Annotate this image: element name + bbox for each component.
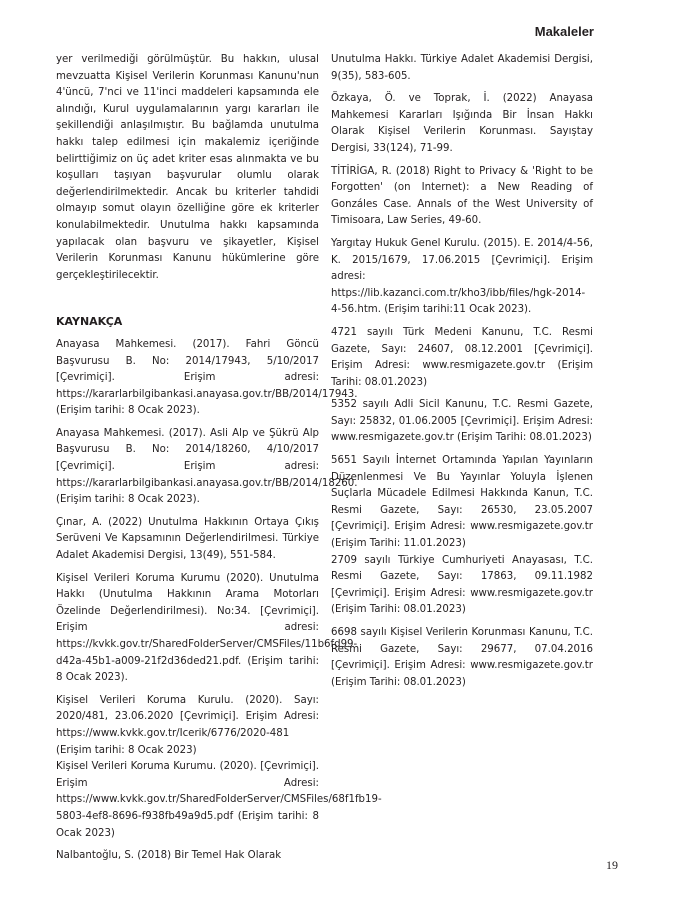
right-column <box>331 52 593 697</box>
reference-item: Çınar, A. (2022) Unutulma Hakkının Ortaya Çıkış Serüveni Ve Kapsamının Değerlendirilmesi. Türkiye Adalet Akademisi Dergisi, 13(49), 551-584. <box>56 516 319 562</box>
left-column <box>56 52 382 871</box>
reference-item: 5352 sayılı Adli Sicil Kanunu, T.C. Resmi Gazete, Sayı: 25832, 01.06.2005 [Çevrimiçi]. Erişim Adresi: www.resmigazete.gov.tr (Erişim Tarihi: 08.01.2023) <box>331 399 593 444</box>
references-heading: KAYNAKÇA <box>56 315 123 329</box>
reference-item: 4721 sayılı Türk Medeni Kanunu, T.C. Resmi Gazete, Sayı: 24607, 08.12.2001 [Çevrimiçi]. Erişim Adresi: www.resmigazete.gov.tr (Erişim Tarihi: 08.01.2023) <box>331 326 593 388</box>
section-header: Makaleler <box>534 24 594 39</box>
reference-item: Unutulma Hakkı. Türkiye Adalet Akademisi Dergisi, 9(35), 583-605. <box>331 54 593 82</box>
reference-item: 6698 sayılı Kişisel Verilerin Korunması Kanunu, T.C. Resmi Gazete, Sayı: 29677, 07.04.2016 [Çevrimiçi]. Erişim Adresi: www.resmigazete.gov.tr (Erişim Tarihi: 08.01.2023) <box>331 627 593 688</box>
reference-item: Özkaya, Ö. ve Toprak, İ. (2022) Anayasa Mahkemesi Kararları Işığında Bir İnsan Hakkı Olarak Kişisel Verilerin Korunması. Sayıştay Dergisi, 33(124), 71-99. <box>331 93 593 154</box>
reference-item: 5651 Sayılı İnternet Ortamında Yapılan Yayınların Düzenlenmesi Ve Bu Yayınlar Yoluyla İşlenen Suçlarla Mücadele Edilmesi Hakkında Kanun, T.C. Resmi Gazete, Sayı: 26530, 23.05.2007 [Çevrimiçi]. Erişim Adresi: www.resmigazete.gov.tr (Erişim Tarihi: 11.01.2023) <box>331 455 593 550</box>
body-paragraph: yer verilmediği görülmüştür. Bu hakkın, ulusal mevzuatta Kişisel Verilerin Korunması Kanunu'nun 4'üncü, 7'nci ve 11'inci maddeleri kapsamında ele alındığı, Kurul uygulamalarının yargı kararları ile şekillendiği anlaşılmıştır. Bu bağlamda unutulma hakkı talep edilmesi için makalemiz içeriğinde belirttiğimiz on üç adet kriter esas alınmakta ve bu koşulları taşıyan başvurular olumlu olarak değerlendirilmektedir. Ancak bu kriterler tahdidi olmayıp somut olayın özelliğine göre ek kriterler konulabilmektedir. Unutulma hakkı kapsamında yapılacak olan başvuru ve şikayetler, Kişisel Verilerin Korunması Kanunu hükümlerine göre gerçekleştirilecektir. <box>56 54 319 281</box>
reference-item: Anayasa Mahkemesi. (2017). Asli Alp ve Şükrü Alp Başvurusu B. No: 2014/18260, 4/10/2017 [Çevrimiçi]. Erişim adresi: https://kararlarbilgibankasi.anayasa.gov.tr/BB/2014/18260. (Erişim tarihi: 8 Ocak 2023). <box>56 427 358 506</box>
reference-item: Kişisel Verileri Koruma Kurumu. (2020). [Çevrimiçi]. Erişim Adresi: https://www.kvkk.gov.tr/SharedFolderServer/CMSFiles/68f1fb19-5803-4ef8-8696-f938fb49a9d5.pdf (Erişim tarihi: 8 Ocak 2023) <box>56 761 382 839</box>
reference-item: TİTİRİGA, R. (2018) Right to Privacy & 'Right to be Forgotten' (on Internet): a New Reading of Gonzáles Case. Annals of the West University of Timisoara, Law Series, 49-60. <box>331 165 593 227</box>
page-number: 19 <box>606 858 618 872</box>
reference-item: Kişisel Verileri Koruma Kurulu. (2020). Sayı: 2020/481, 23.06.2020 [Çevrimiçi]. Erişim Adresi: https://www.kvkk.gov.tr/Icerik/6776/2020-481 (Erişim tarihi: 8 Ocak 2023) <box>56 694 319 756</box>
reference-item: Yargıtay Hukuk Genel Kurulu. (2015). E. 2014/4-56, K. 2015/1679, 17.06.2015 [Çevrimiçi]. Erişim adresi: https://lib.kazanci.com.tr/kho3/ibb/files/hgk-2014-4-56.htm. (Erişim tarihi:11 Ocak 2023). <box>331 237 593 316</box>
reference-item: Anayasa Mahkemesi. (2017). Fahri Göncü Başvurusu B. No: 2014/17943, 5/10/2017 [Çevrimiçi]. Erişim adresi: https://kararlarbilgibankasi.anayasa.gov.tr/BB/2014/17943. (Erişim tarihi: 8 Ocak 2023). <box>56 338 358 417</box>
reference-item: Nalbantoğlu, S. (2018) Bir Temel Hak Olarak <box>56 850 282 862</box>
reference-item: 2709 sayılı Türkiye Cumhuriyeti Anayasası, T.C. Resmi Gazete, Sayı: 17863, 09.11.1982 [Çevrimiçi]. Erişim Adresi: www.resmigazete.gov.tr (Erişim Tarihi: 08.01.2023) <box>331 554 593 616</box>
reference-item: Kişisel Verileri Koruma Kurumu (2020). Unutulma Hakkı (Unutulma Hakkının Arama Motorları Özelinde Değerlendirilmesi). No:34. [Çevrimiçi]. Erişim adresi: https://kvkk.gov.tr/SharedFolderServer/CMSFiles/11b6fd99-d42a-45b1-a009-21f2d36ded21.pdf. (Erişim tarihi: 8 Ocak 2023). <box>56 572 358 684</box>
